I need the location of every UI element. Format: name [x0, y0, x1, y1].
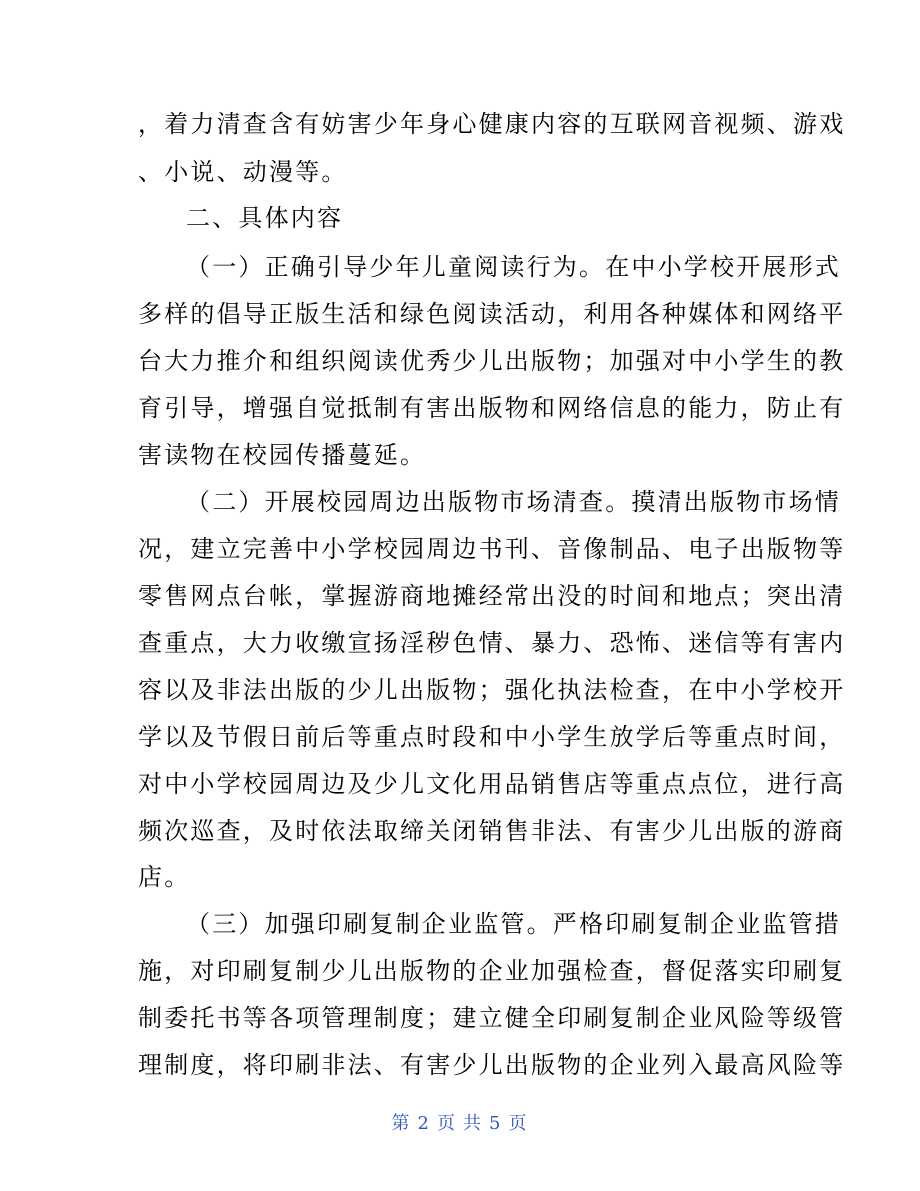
paragraph-1-line: 台大力推介和组织阅读优秀少儿出版物；加强对中小学生的教	[138, 347, 846, 375]
paragraph-1-line: （一）正确引导少年儿童阅读行为。在中小学校开展形式	[186, 253, 841, 281]
footer-current-page: 2	[417, 1113, 431, 1134]
paragraph-1-line: 育引导，增强自觉抵制有害出版物和网络信息的能力，防止有	[138, 394, 846, 422]
paragraph-2-line: 频次巡查，及时依法取缔关闭销售非法、有害少儿出版的游商	[138, 817, 846, 845]
paragraph-3-line: 理制度，将印刷非法、有害少儿出版物的企业列入最高风险等	[138, 1051, 846, 1079]
paragraph-3-line: 施，对印刷复制少儿出版物的企业加强检查，督促落实印刷复	[138, 957, 846, 985]
footer-total-pages: 5	[489, 1113, 503, 1134]
footer-total-word: 共	[463, 1113, 483, 1134]
paragraph-2-line: （二）开展校园周边出版物市场清查。摸清出版物市场情	[186, 488, 841, 516]
body-line: 、小说、动漫等。	[138, 158, 348, 186]
paragraph-1-line: 多样的倡导正版生活和绿色阅读活动，利用各种媒体和网络平	[138, 300, 846, 328]
paragraph-1-line: 害读物在校园传播蔓延。	[138, 441, 427, 469]
page-footer	[0, 1110, 920, 1138]
paragraph-2-line: 店。	[138, 863, 191, 891]
body-line: ，着力清查含有妨害少年身心健康内容的互联网音视频、游戏	[138, 110, 846, 138]
footer-prefix: 第	[391, 1113, 412, 1134]
footer-suffix: 页	[508, 1113, 529, 1134]
paragraph-2-line: 查重点，大力收缴宣扬淫秽色情、暴力、恐怖、迷信等有害内	[138, 629, 846, 657]
paragraph-3-line: 制委托书等各项管理制度；建立健全印刷复制企业风险等级管	[138, 1004, 846, 1032]
paragraph-2-line: 容以及非法出版的少儿出版物；强化执法检查，在中小学校开	[138, 676, 846, 704]
section-heading: 二、具体内容	[186, 204, 344, 232]
paragraph-2-line: 况，建立完善中小学校园周边书刊、音像制品、电子出版物等	[138, 535, 846, 563]
paragraph-2-line: 学以及节假日前后等重点时段和中小学生放学后等重点时间，	[138, 723, 846, 751]
paragraph-2-line: 零售网点台帐，掌握游商地摊经常出没的时间和地点；突出清	[138, 582, 846, 610]
footer-page-word: 页	[437, 1113, 457, 1134]
paragraph-3-line: （三）加强印刷复制企业监管。严格印刷复制企业监管措	[186, 910, 841, 938]
paragraph-2-line: 对中小学校园周边及少儿文化用品销售店等重点点位，进行高	[138, 770, 846, 798]
